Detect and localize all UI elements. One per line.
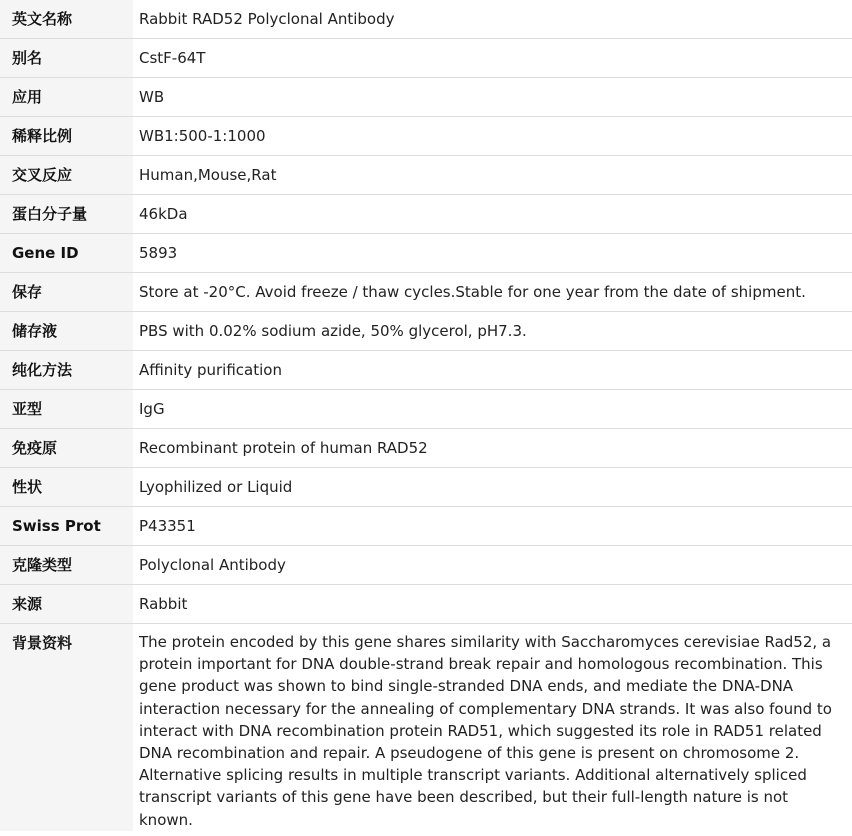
spec-row-storage xyxy=(0,273,852,312)
spec-label: 保存 xyxy=(0,273,133,312)
spec-label: 储存液 xyxy=(0,312,133,351)
spec-value: WB1:500-1:1000 xyxy=(133,117,852,156)
spec-row-gene-id xyxy=(0,234,852,273)
spec-label: 纯化方法 xyxy=(0,351,133,390)
spec-row-clonality xyxy=(0,546,852,585)
spec-value: CstF-64T xyxy=(133,39,852,78)
spec-label: 性状 xyxy=(0,468,133,507)
spec-row-form xyxy=(0,468,852,507)
spec-label: 蛋白分子量 xyxy=(0,195,133,234)
spec-row-buffer xyxy=(0,312,852,351)
spec-value: Polyclonal Antibody xyxy=(133,546,852,585)
spec-value: Rabbit RAD52 Polyclonal Antibody xyxy=(133,0,852,39)
spec-row-reactivity xyxy=(0,156,852,195)
spec-label: 亚型 xyxy=(0,390,133,429)
spec-value: P43351 xyxy=(133,507,852,546)
spec-row-application xyxy=(0,78,852,117)
spec-label: 稀释比例 xyxy=(0,117,133,156)
spec-row-alias xyxy=(0,39,852,78)
spec-value: Recombinant protein of human RAD52 xyxy=(133,429,852,468)
spec-label: 背景资料 xyxy=(0,624,133,831)
spec-value: Lyophilized or Liquid xyxy=(133,468,852,507)
spec-row-swiss-prot xyxy=(0,507,852,546)
spec-value: 46kDa xyxy=(133,195,852,234)
spec-label: 克隆类型 xyxy=(0,546,133,585)
spec-label: 英文名称 xyxy=(0,0,133,39)
spec-label: 别名 xyxy=(0,39,133,78)
spec-value: 5893 xyxy=(133,234,852,273)
spec-label: 交叉反应 xyxy=(0,156,133,195)
spec-row-isotype xyxy=(0,390,852,429)
spec-value: Rabbit xyxy=(133,585,852,624)
spec-label: Gene ID xyxy=(0,234,133,273)
spec-label: 来源 xyxy=(0,585,133,624)
spec-label: 应用 xyxy=(0,78,133,117)
spec-row-purification xyxy=(0,351,852,390)
spec-value: WB xyxy=(133,78,852,117)
spec-value-background: The protein encoded by this gene shares similarity with Saccharomyces cerevisiae Rad52, a protein important for DNA double-strand break repair and homologous recombination. This gene product was shown to bind single-stranded DNA ends, and mediate the DNA-DNA interaction necessary for the annealing of complementary DNA strands. It was also found to interact with DNA recombination protein RAD51, which suggested its role in RAD51 related DNA recombination and repair. A pseudogene of this gene is present on chromosome 2. Alternative splicing results in multiple transcript variants. Additional alternatively spliced transcript variants of this gene have been described, but their full-length nature is not known. xyxy=(139,633,832,829)
spec-row-host xyxy=(0,585,852,624)
spec-value: IgG xyxy=(133,390,852,429)
spec-row-immunogen xyxy=(0,429,852,468)
spec-value: Store at -20°C. Avoid freeze / thaw cycles.Stable for one year from the date of shipment. xyxy=(133,273,852,312)
spec-label: Swiss Prot xyxy=(0,507,133,546)
spec-row-molecular-weight xyxy=(0,195,852,234)
spec-row-dilution xyxy=(0,117,852,156)
spec-row-english-name xyxy=(0,0,852,39)
spec-label: 免疫原 xyxy=(0,429,133,468)
spec-row-background xyxy=(0,624,852,831)
spec-value: Affinity purification xyxy=(133,351,852,390)
spec-value: Human,Mouse,Rat xyxy=(133,156,852,195)
spec-value: PBS with 0.02% sodium azide, 50% glycerol, pH7.3. xyxy=(133,312,852,351)
